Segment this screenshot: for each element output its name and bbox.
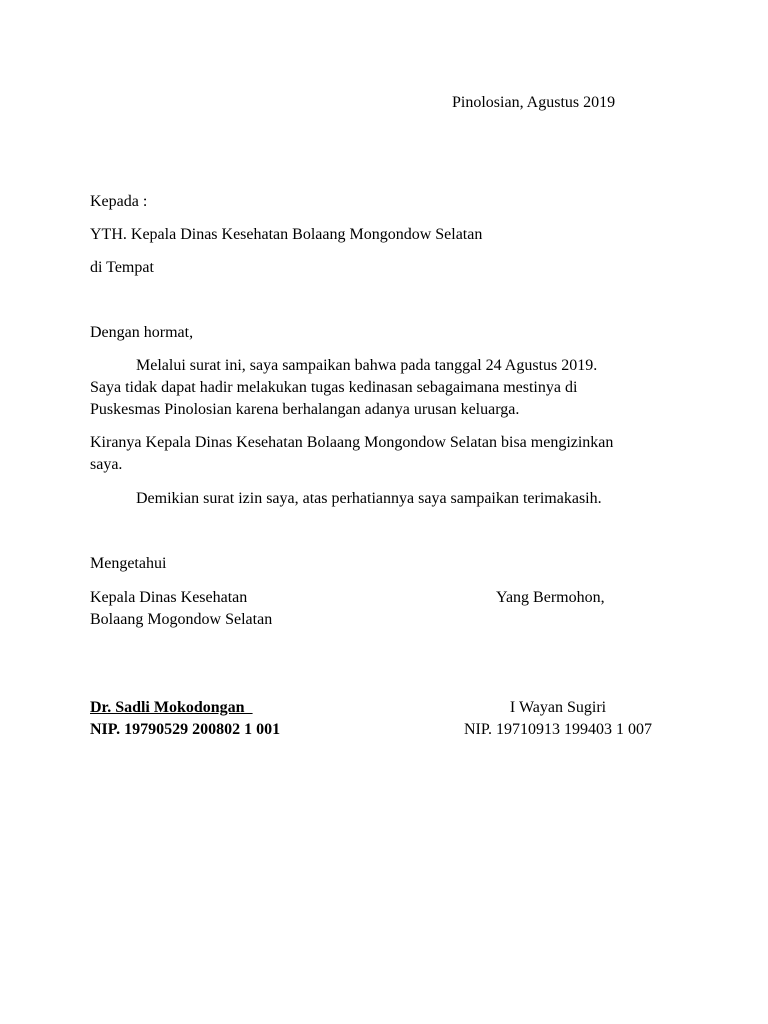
body-p2-line2: saya. [90,456,123,473]
place-date: Pinolosian, Agustus 2019 [452,94,616,111]
body-p3-line1: Demikian surat izin saya, atas perhatiannya saya sampaikan terimakasih. [136,490,602,507]
salutation: Dengan hormat, [90,324,194,341]
recipient-yth: YTH. Kepala Dinas Kesehatan Bolaang Mongondow Selatan [90,226,483,243]
body-p1-line3: Puskesmas Pinolosian karena berhalangan adanya urusan keluarga. [90,401,520,418]
body-p1-line2: Saya tidak dapat hadir melakukan tugas kedinasan sebagaimana mestinya di [90,379,578,396]
recipient-kepada: Kepada : [90,193,148,210]
body-p2-line1: Kiranya Kepala Dinas Kesehatan Bolaang Mongondow Selatan bisa mengizinkan [90,434,614,451]
left-signer-nip: NIP. 19790529 200802 1 001 [90,721,281,738]
body-p1-line1: Melalui surat ini, saya sampaikan bahwa pada tanggal 24 Agustus 2019. [136,357,598,374]
left-signer-name: Dr. Sadli Mokodongan [90,699,253,716]
right-signer-nip: NIP. 19710913 199403 1 007 [463,721,652,738]
left-signer-title-line1: Kepala Dinas Kesehatan [90,589,248,606]
recipient-tempat: di Tempat [90,259,154,276]
right-signer-title: Yang Bermohon, [496,589,605,606]
mengetahui-label: Mengetahui [90,555,167,572]
right-signer-name: I Wayan Sugiri [509,699,607,716]
left-signer-title-line2: Bolaang Mogondow Selatan [90,611,273,628]
